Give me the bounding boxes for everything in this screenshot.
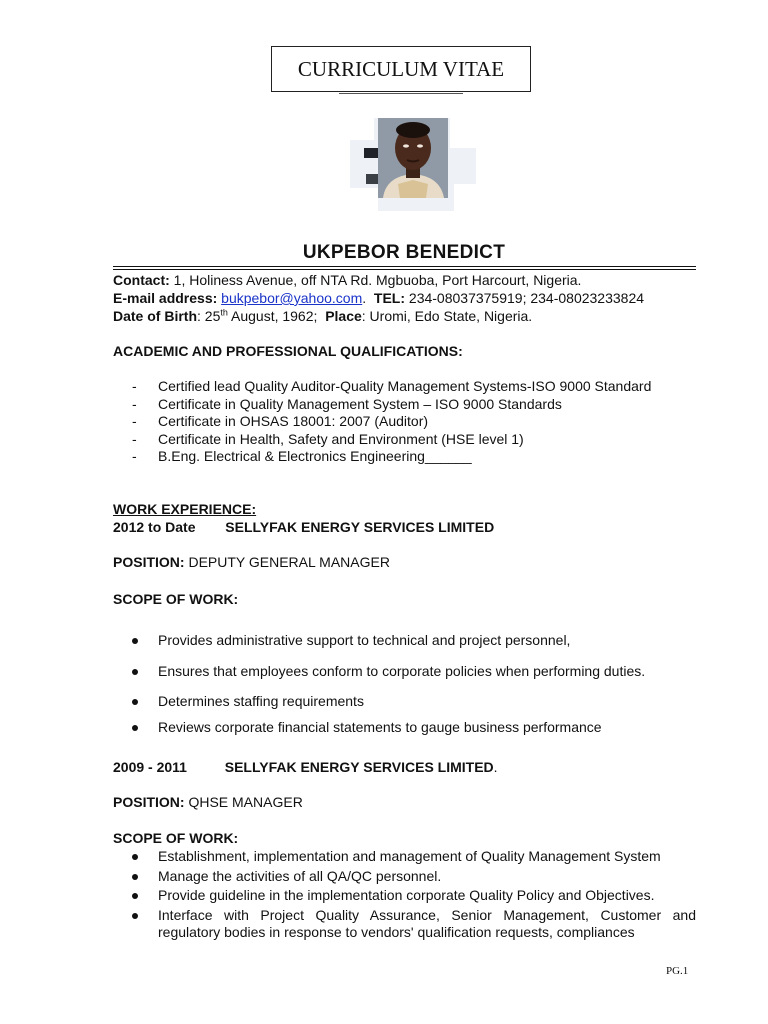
job2-scope-heading: SCOPE OF WORK: bbox=[113, 830, 239, 846]
job1-company: SELLYFAK ENERGY SERVICES LIMITED bbox=[225, 519, 495, 535]
document-title: CURRICULUM VITAE bbox=[271, 46, 531, 92]
list-item: - Certified lead Quality Auditor-Quality Management Systems-ISO 9000 Standard bbox=[132, 378, 652, 394]
list-item bbox=[132, 848, 696, 866]
duty-text: Provide guideline in the implementation corporate Quality Policy and Objectives. bbox=[158, 887, 655, 903]
duty-text: Manage the activities of all QA/QC personnel. bbox=[158, 867, 442, 884]
job1-position-label: POSITION: bbox=[113, 554, 185, 570]
contact-line bbox=[113, 271, 581, 289]
duty-text: Interface with Project Quality Assurance, Senior Management, Customer and regulatory bodies in response to vendors' qualification requests, compliances bbox=[158, 906, 696, 940]
dob-label: Date of Birth bbox=[113, 308, 197, 324]
job2-period: 2009 - 2011 bbox=[113, 759, 187, 775]
job2-duties-list bbox=[132, 848, 696, 942]
person-portrait bbox=[378, 118, 448, 198]
page-number: PG.1 bbox=[666, 965, 689, 977]
dob-day: : 25 bbox=[197, 308, 221, 324]
list-item bbox=[132, 907, 696, 942]
qualification-text: Certificate in OHSAS 18001: 2007 (Auditor) bbox=[158, 413, 429, 429]
list-item bbox=[132, 632, 696, 650]
duty-text: Determines staffing requirements bbox=[158, 693, 364, 709]
job2-position: QHSE MANAGER bbox=[184, 794, 303, 810]
contact-address: 1, Holiness Avenue, off NTA Rd. Mgbuoba, Port Harcourt, Nigeria. bbox=[169, 272, 582, 288]
email-line bbox=[113, 289, 644, 307]
job2-position-label: POSITION: bbox=[113, 794, 185, 810]
work-experience-heading: WORK EXPERIENCE: bbox=[113, 501, 257, 517]
tel-label: TEL: bbox=[373, 290, 406, 306]
contact-label: Contact: bbox=[113, 272, 170, 288]
duty-text: Ensures that employees conform to corporate policies when performing duties. bbox=[158, 662, 646, 679]
candidate-name: UKPEBOR BENEDICT bbox=[302, 242, 506, 263]
qualification-text: Certificate in Health, Safety and Environment (HSE level 1) bbox=[158, 430, 524, 447]
place-value: : Uromi, Edo State, Nigeria. bbox=[361, 308, 533, 324]
job1-position: DEPUTY GENERAL MANAGER bbox=[184, 554, 390, 570]
email-tail: . bbox=[362, 290, 367, 306]
qualifications-heading: ACADEMIC AND PROFESSIONAL QUALIFICATIONS: bbox=[113, 343, 463, 359]
email-link[interactable]: bukpebor@yahoo.com bbox=[221, 290, 363, 306]
list-item: - Certificate in Health, Safety and Environment (HSE level 1) bbox=[132, 430, 524, 447]
tel-value: 234-08037375919; 234-08023233824 bbox=[405, 290, 645, 306]
job1-duties-list bbox=[132, 632, 696, 736]
email-label: E-mail address: bbox=[113, 290, 218, 306]
qualification-text: Certificate in Quality Management System – ISO 9000 Standards bbox=[158, 395, 562, 412]
job2-company: SELLYFAK ENERGY SERVICES LIMITED bbox=[224, 759, 494, 775]
job1-scope-heading: SCOPE OF WORK: bbox=[113, 591, 239, 607]
profile-photo bbox=[350, 118, 476, 211]
qualification-text: B.Eng. Electrical & Electronics Engineering______ bbox=[158, 448, 472, 464]
job2-header bbox=[113, 758, 498, 776]
list-item: - B.Eng. Electrical & Electronics Engineering______ bbox=[132, 448, 472, 464]
place-label: Place bbox=[325, 308, 362, 324]
dob-rest: August, 1962; bbox=[227, 308, 318, 324]
list-item bbox=[132, 693, 696, 711]
title-underline bbox=[339, 93, 463, 94]
list-item bbox=[132, 868, 696, 886]
job2-position-line bbox=[113, 793, 303, 811]
list-item bbox=[132, 719, 696, 737]
dob-suffix: th bbox=[220, 307, 228, 318]
list-item: - Certificate in OHSAS 18001: 2007 (Auditor) bbox=[132, 413, 429, 429]
name-rule-top bbox=[113, 266, 696, 267]
duty-text: Provides administrative support to technical and project personnel, bbox=[158, 632, 571, 648]
job2-company-tail: . bbox=[493, 759, 498, 775]
job1-header bbox=[113, 518, 494, 536]
name-rule-bottom bbox=[113, 269, 696, 270]
job1-position-line bbox=[113, 553, 390, 571]
list-item: - Certificate in Quality Management System – ISO 9000 Standards bbox=[132, 395, 562, 412]
job1-period: 2012 to Date bbox=[113, 519, 196, 535]
list-item bbox=[132, 663, 696, 681]
list-item bbox=[132, 887, 696, 905]
duty-text: Reviews corporate financial statements to gauge business performance bbox=[158, 718, 602, 735]
duty-text: Establishment, implementation and management of Quality Management System bbox=[158, 848, 661, 864]
qualification-text: Certified lead Quality Auditor-Quality Management Systems-ISO 9000 Standard bbox=[158, 378, 652, 394]
dob-line bbox=[113, 307, 532, 325]
qualifications-list bbox=[132, 378, 651, 466]
